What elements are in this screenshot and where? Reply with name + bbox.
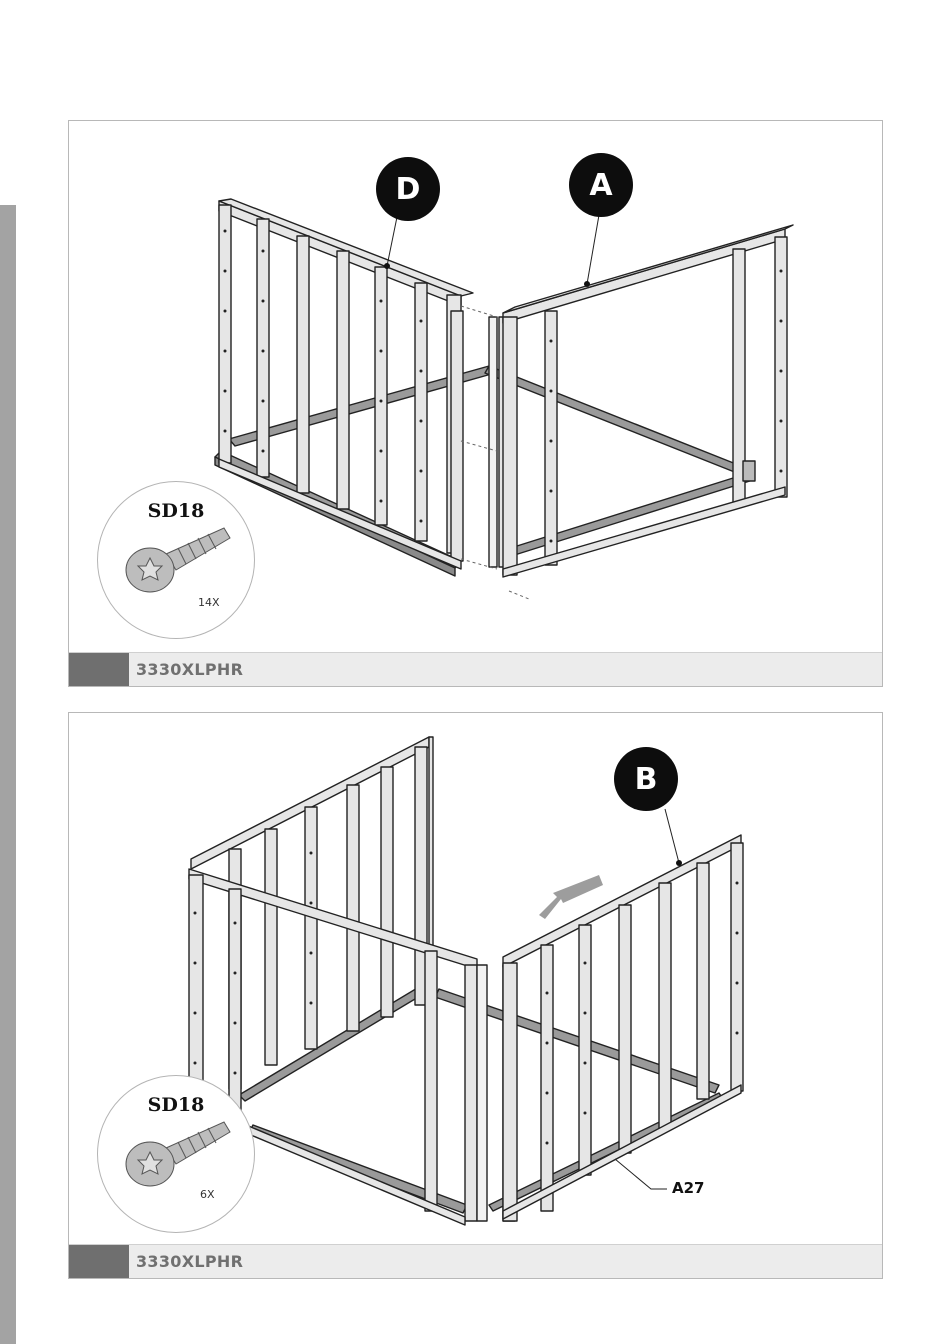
fastener-badge: [97, 481, 255, 639]
callout-b: B: [614, 747, 678, 811]
footer-block: [69, 1245, 129, 1278]
footer-block: [69, 653, 129, 686]
step-footer: [69, 1244, 882, 1278]
part-label-a27: A27: [672, 1179, 705, 1197]
fastener-code: SD18: [147, 500, 205, 522]
fastener-code: SD18: [147, 1094, 205, 1116]
fastener-badge: [97, 1075, 255, 1233]
screw-icon: [116, 524, 236, 604]
step-footer: [69, 652, 882, 686]
page-edge-strip: [0, 205, 16, 1344]
model-code: 3330XLPHR: [136, 1252, 244, 1271]
assembly-step-1: [68, 120, 883, 687]
fastener-quantity: 6X: [200, 1188, 215, 1201]
screw-icon: [116, 1118, 236, 1198]
callout-a: A: [569, 153, 633, 217]
fastener-quantity: 14X: [198, 596, 220, 609]
arrow-icon: [535, 873, 605, 923]
model-code: 3330XLPHR: [136, 660, 244, 679]
callout-d: D: [376, 157, 440, 221]
assembly-step-2: [68, 712, 883, 1279]
